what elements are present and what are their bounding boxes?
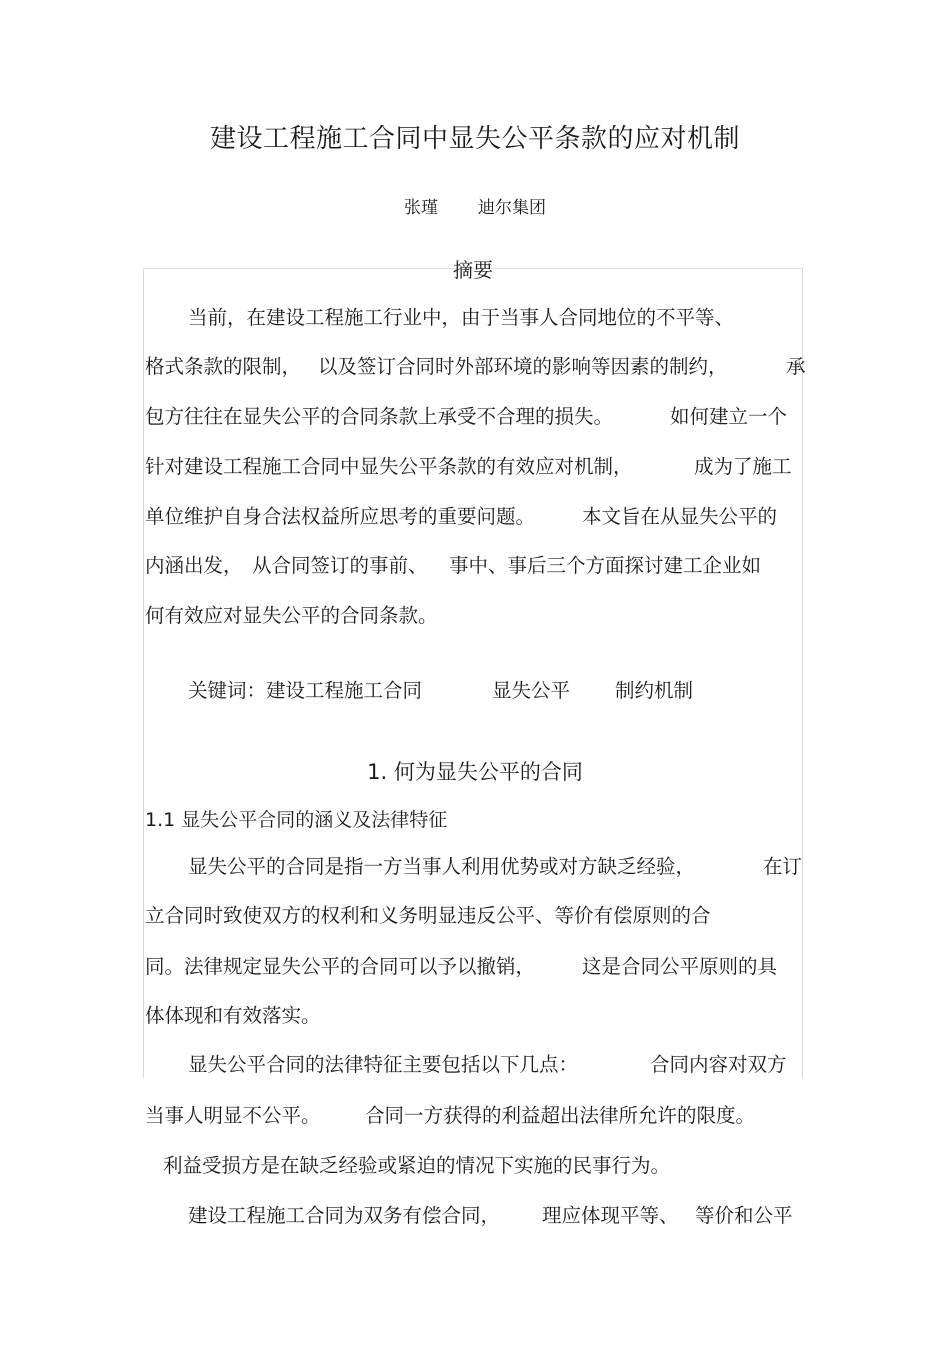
author-affiliation: 迪尔集团 [478, 198, 546, 218]
body-line-8: 建设工程施工合同为双务有偿合同， [188, 1204, 501, 1227]
abstract-line-6b: 从合同签订的事前、 [252, 554, 428, 577]
body-line-3b: 这是合同公平原则的具 [582, 955, 778, 978]
keywords-label: 关键词：建设工程施工合同 [188, 679, 423, 702]
body-line-1: 显失公平的合同是指一方当事人利用优势或对方缺乏经验， [188, 855, 696, 878]
abstract-line-2b: 以及签订合同时外部环境的影响等因素的制约， [318, 355, 728, 378]
abstract-line-5b: 本文旨在从显失公平的 [582, 505, 778, 528]
author-name: 张瑾 [404, 198, 438, 218]
section-heading: 1. 何为显失公平的合同 [367, 760, 583, 784]
body-line-5: 显失公平合同的法律特征主要包括以下几点： [188, 1053, 579, 1076]
authors-line [0, 193, 950, 218]
keyword-3: 制约机制 [615, 679, 694, 702]
body-line-7: 利益受损方是在缺乏经验或紧迫的情况下实施的民事行为。 [163, 1154, 671, 1177]
abstract-line-6: 内涵出发， [145, 554, 243, 577]
abstract-line-4: 针对建设工程施工合同中显失公平条款的有效应对机制， [145, 455, 633, 478]
body-line-4: 体体现和有效落实。 [145, 1004, 321, 1027]
body-line-1b: 在订 [763, 855, 803, 878]
keyword-2: 显失公平 [492, 679, 571, 702]
body-line-8b: 理应体现平等、 [542, 1204, 679, 1227]
abstract-line-3b: 如何建立一个 [670, 405, 788, 428]
body-line-6: 当事人明显不公平。 [145, 1104, 321, 1127]
abstract-line-1: 当前，在建设工程施工行业中，由于当事人合同地位的不平等、 [188, 306, 735, 329]
abstract-line-4b: 成为了施工 [694, 455, 792, 478]
body-line-6b: 合同一方获得的利益超出法律所允许的限度。 [365, 1104, 756, 1127]
abstract-line-5: 单位维护自身合法权益所应思考的重要问题。 [145, 505, 536, 528]
body-line-3: 同。法律规定显失公平的合同可以予以撤销， [145, 955, 536, 978]
abstract-line-2: 格式条款的限制， [145, 355, 302, 378]
body-line-2: 立合同时致使双方的权利和义务明显违反公平、等价有偿原则的合 [145, 904, 711, 927]
abstract-line-2c: 承 [786, 355, 806, 378]
body-line-5b: 合同内容对双方 [650, 1053, 787, 1076]
abstract-line-7: 何有效应对显失公平的合同条款。 [145, 604, 438, 627]
abstract-heading: 摘要 [453, 258, 493, 282]
abstract-line-6c: 事中、事后三个方面探讨建工企业如 [449, 554, 762, 577]
subsection-heading: 1.1 显失公平合同的涵义及法律特征 [145, 809, 448, 831]
document-title: 建设工程施工合同中显失公平条款的应对机制 [209, 124, 740, 154]
abstract-line-3: 包方往往在显失公平的合同条款上承受不合理的损失。 [145, 405, 614, 428]
body-line-8c: 等价和公平 [695, 1204, 793, 1227]
